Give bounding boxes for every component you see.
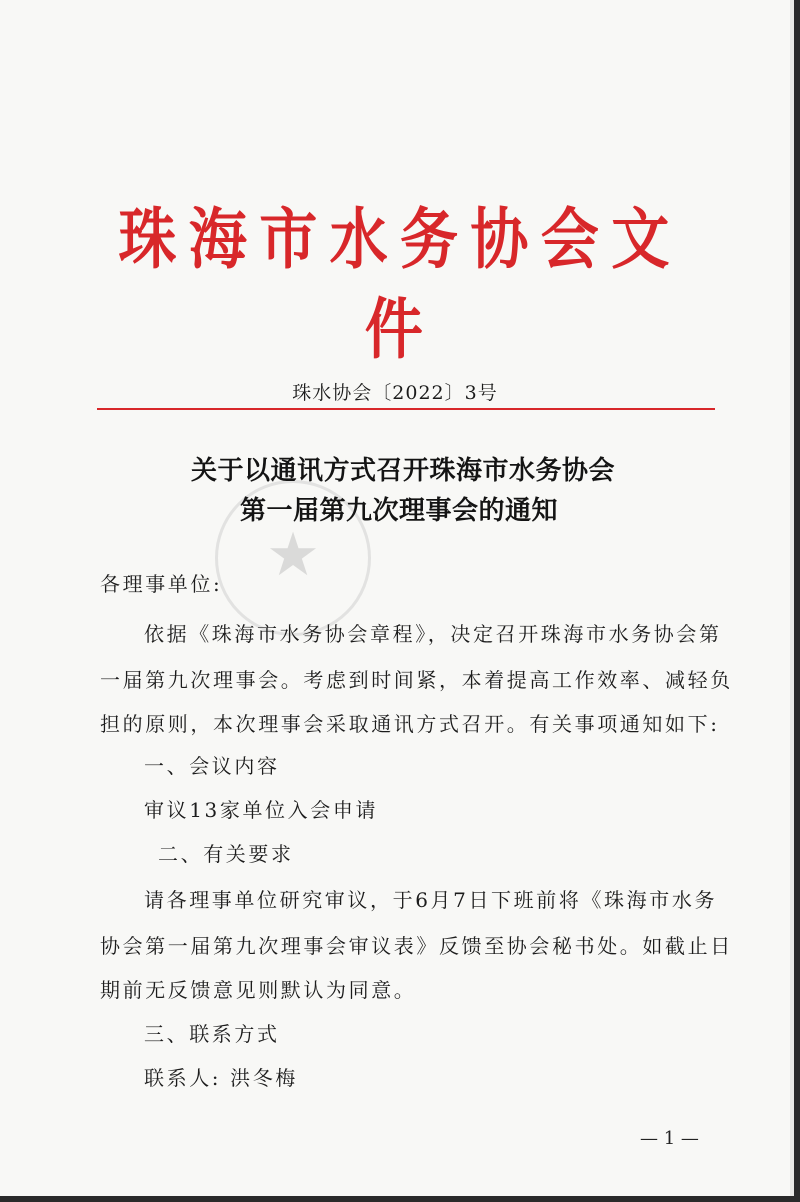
section-2-line-1: 请各理事单位研究审议，于6月7日下班前将《珠海市水务 <box>144 888 718 912</box>
seal-watermark-icon: ★ <box>215 480 371 636</box>
notice-title-line-1: 关于以通讯方式召开珠海市水务协会 <box>190 456 615 486</box>
section-3-heading: 三、联系方式 <box>144 1022 280 1046</box>
intro-line-3: 担的原则，本次理事会采取通讯方式召开。有关事项通知如下: <box>100 712 720 736</box>
section-1-heading: 一、会议内容 <box>144 754 280 778</box>
red-divider-line <box>97 408 715 410</box>
page-number: — 1 — <box>640 1128 699 1149</box>
contact-person: 联系人: 洪冬梅 <box>144 1066 298 1090</box>
section-2-heading: 二、有关要求 <box>158 842 294 866</box>
intro-line-2: 一届第九次理事会。考虑到时间紧，本着提高工作效率、减轻负 <box>100 668 733 692</box>
intro-line-1: 依据《珠海市水务协会章程》，决定召开珠海市水务协会第 <box>144 622 722 646</box>
document-header-title: 珠海市水务协会文件 <box>118 201 682 368</box>
section-2-line-2: 协会第一届第九次理事会审议表》反馈至协会秘书处。如截止日 <box>100 934 733 958</box>
section-1-text: 审议13家单位入会申请 <box>144 798 379 822</box>
section-2-line-3: 期前无反馈意见则默认为同意。 <box>100 978 417 1002</box>
document-number: 珠水协会〔2022〕3号 <box>292 382 498 404</box>
salutation: 各理事单位: <box>100 572 223 596</box>
notice-title-line-2: 第一届第九次理事会的通知 <box>239 496 558 526</box>
